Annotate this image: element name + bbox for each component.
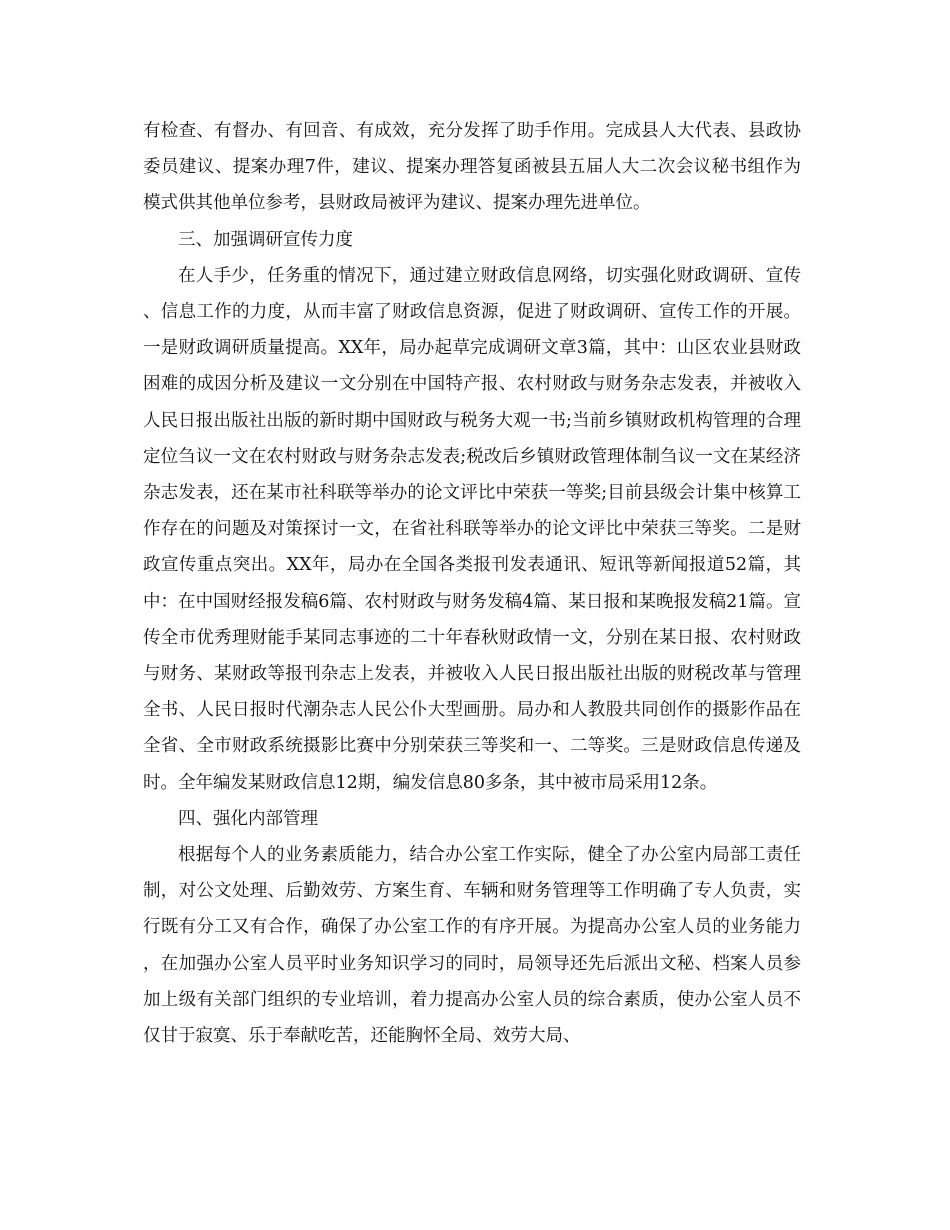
- paragraph-research-publicity: 在人手少，任务重的情况下，通过建立财政信息网络，切实强化财政调研、宣传、信息工作的力度，从而丰富了财政信息资源，促进了财政调研、宣传工作的开展。一是财政调研质量提高。XX年，局办起草完成调研文章3篇，其中：山区农业县财政困难的成因分析及建议一文分别在中国特产报、农村财政与财务杂志发表，并被收入人民日报出版社出版的新时期中国财政与税务大观一书;当前乡镇财政机构管理的合理定位刍议一文在农村财政与财务杂志发表;税改后乡镇财政管理体制刍议一文在某经济杂志发表，还在某市社科联等举办的论文评比中荣获一等奖;目前县级会计集中核算工作存在的问题及对策探讨一文，在省社科联等举办的论文评比中荣获三等奖。二是财政宣传重点突出。XX年，局办在全国各类报刊发表通讯、短讯等新闻报道52篇，其中：在中国财经报发稿6篇、农村财政与财务发稿4篇、某日报和某晚报发稿21篇。宣传全市优秀理财能手某同志事迹的二十年春秋财政情一文，分别在某日报、农村财政与财务、某财政等报刊杂志上发表，并被收入人民日报出版社出版的财税改革与管理全书、人民日报时代潮杂志人民公仆大型画册。局办和人教股共同创作的摄影作品在全省、全市财政系统摄影比赛中分别荣获三等奖和一、二等奖。三是财政信息传递及时。全年编发某财政信息12期，编发信息80多条，其中被市局采用12条。: [143, 265, 801, 793]
- section-heading-internal-management: 四、强化内部管理: [178, 808, 318, 829]
- document-page: [143, 113, 801, 1054]
- paragraph-internal-management: 根据每个人的业务素质能力，结合办公室工作实际，健全了办公室内局部工责任制，对公文处理、后勤效劳、方案生育、车辆和财务管理等工作明确了专人负责，实行既有分工又有合作，确保了办公室工作的有序开展。为提高办公室人员的业务能力，在加强办公室人员平时业务知识学习的同时，局领导还先后派出文秘、档案人员参加上级有关部门组织的专业培训，着力提高办公室人员的综合素质，使办公室人员不仅甘于寂寞、乐于奉献吃苦，还能胸怀全局、效劳大局、: [143, 845, 801, 1047]
- paragraph-continuation: 有检查、有督办、有回音、有成效，充分发挥了助手作用。完成县人大代表、县政协委员建议、提案办理7件，建议、提案办理答复函被县五届人大二次会议秘书组作为模式供其他单位参考，县财政局被评为建议、提案办理先进单位。: [143, 121, 801, 214]
- section-heading-research: 三、加强调研宣传力度: [178, 229, 353, 250]
